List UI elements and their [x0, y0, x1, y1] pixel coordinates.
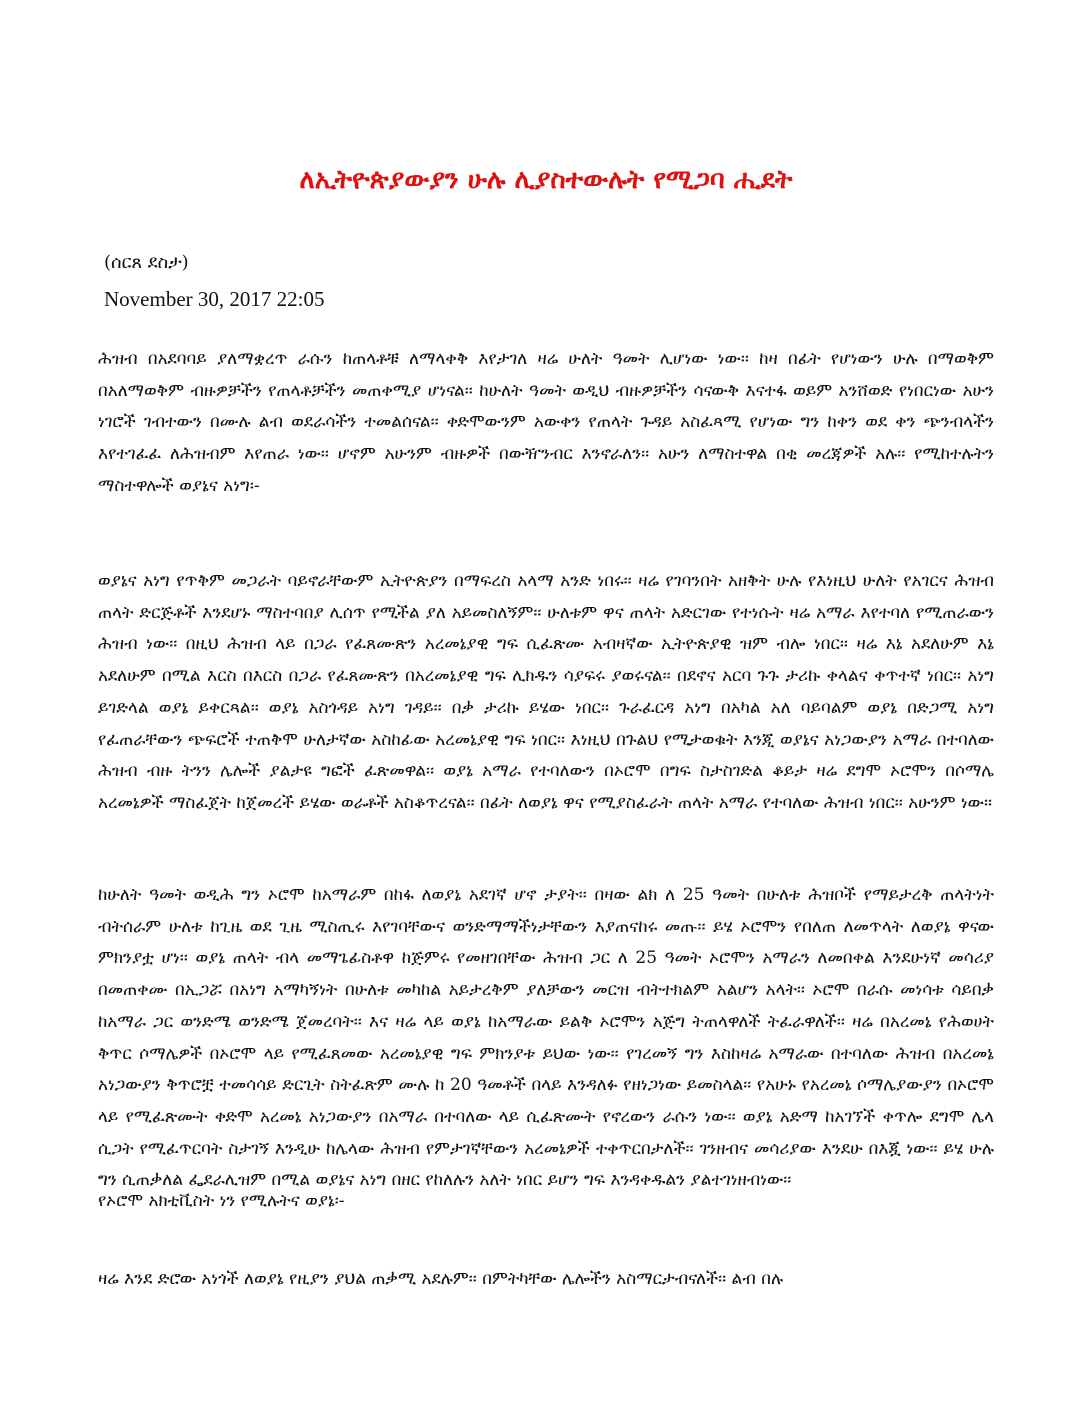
paragraph-2: ወያኔና አነግ የጥቅም መጋራት ባይኖራቸውም ኢትዮጵያን በማፍረስ አላማ አንድ ነበሩ፡፡ ዛሬ የገባንበት አዘቅት ሁሉ የእነዚህ ሁለት የአገርና ሕዝብ ጠላት ድርጅቶች እንደሆኑ ማስተባበያ ሊሰጥ የሚችል ያለ አይመስለኝም፡፡ ሁለቱም ዋና ጠላት አድርገው የተነሱት ዛሬ አማራ እየተባለ የሚጠራውን ሕዝብ ነው፡፡ በዚህ ሕዝብ ላይ በጋራ የፈጸሙጽን አረመኔያዊ ግፍ ሲፈጽሙ አብዛኛው ኢትዮጵያዊ ዝም ብሎ ነበር፡፡ ዛሬ እኔ አደለሁም እኔ አደለሁም በሚል እርስ በእርስ በጋራ የፈጸሙጽን በአረመኔያዊ ግፍ ሊክዱን ሳያፍሩ ያወሩናል፡፡ በደኖና አርባ ጉጉ ታሪኩ ቀላልና ቀጥተኛ ነበር፡፡ አነግ ይገድላል ወያኔ ይቀርጻል፡፡ ወያኔ አስጎዳይ አነግ ገዳይ፡፡ በቃ ታሪኩ ይሄው ነበር፡፡ ጉራፈርዳ አነግ በአካል አለ ባይባልም ወያኔ በድጋሚ አነግ የፈጠራቸውን ጭፍሮች ተጠቅሞ ሁለታኛው አስከፊው አረመኔያዊ ግፍ ነበር፡፡ እነዚህ በጉልህ የሚታወቁት እንጂ ወያኔና አነጋውያን አማራ በተባለው ሕዝብ ብዙ ትንን ሌሎች ያልታዩ ግፎች ፈጽመዋል፡፡ ወያኔ አማራ የተባለውን በኦሮሞ በግፍ ስታስገድል ቆይታ ዛሬ ደግሞ ኦሮሞን በሶማሌ አረመኔዎች ማስፈጀት ከጀመረች ይሄው ወራቶች አስቆጥረናል፡፡ በፊት ለወያኔ ዋና የሚያስፈራት ጠላት አማራ የተባለው ሕዝብ ነበር፡፡ አሁንም ነው፡፡ [98, 571, 994, 813]
section-heading: የኦሮሞ አክቲቪስት ነን የሚሉትና ወያኔ፡- [98, 1191, 345, 1211]
paragraph-1: ሕዝብ በአደባባይ ያለማቋረጥ ራሱን ከጠላቶቹ ለማላቀቅ እየታገለ ዛሬ ሁለት ዓመት ሊሆነው ነው፡፡ ከዛ በፊት የሆነውን ሁሉ በማወቅም በአለማወቅም ብዙዎቻችን የጠላቶቻችን መጠቀሚያ ሆነናል፡፡ ከሁለት ዓመት ወዲህ ብዙዎቻችን ሳናውቅ እናተፋ ወይም አንሸወድ የነበርነው አሁን ነገሮች ገብተውን በሙሉ ልብ ወደራሳችን ተመልሰናል፡፡ ቀድሞውንም አውቀን የጠላት ጉዳይ አስፈጻሚ የሆነው ግን ከቀን ወደ ቀን ጭንብላችን እየተገፈፈ ለሕዝብም እየጠራ ነው፡፡ ሆኖም አሁንም ብዙዎች በውዥንብር እንኖራለን፡፡ አሁን ለማስተዋል በቂ መረጃዎች አሉ፡፡ የሚከተሉትን ማስተዋሎች ወያኔና አነግ፡- [98, 349, 994, 496]
paragraph-3: ከሁለት ዓመት ወዲሕ ግን ኦሮሞ ከአማራም በከፋ ለወያኔ አደገኛ ሆኖ ታያት፡፡ በዛው ልክ ለ 25 ዓመት በሁለቱ ሕዝቦች የማይታረቅ ጠላትነት ብትሰራም ሁለቱ ከጊዜ ወደ ጊዜ ሚስጢሩ እየገባቸውና ወንድማማችነታቸውን እያጠናከሩ መጡ፡፡ ይሄ ኦሮሞን የበለጠ ለመጥላት ለወያኔ ዋናው ምክንያቷ ሆነ፡፡ ወያኔ ጠላት ብላ መማጌፊስቶዋ ከጅምሩ የመዘገበቸው ሕዝብ ጋር ለ 25 ዓመት ኦሮሞን አማራን ለመበቀል እንደሁነኛ መሳሪያ በመጠቀሙ በኢጋሯ በአነግ አማካኝነት በሁለቱ መካከል አይታረቅም ያለቻውን መርዝ ብትተክልም አልሆን አላት፡፡ ኦሮሞ በራሱ መነሳቱ ሳይበቃ ከአማራ ጋር ወንድሜ ወንድሜ ጀመረባት፡፡ እና ዛሬ ላይ ወያኔ ከአማራው ይልቅ ኦሮሞን አጅግ ትጠላዋለች ትፈራዋለች፡፡ ዛሬ በአረመኔ የሕወሀት ቅጥር ሶማሌዎች በኦሮሞ ላይ የሚፈጸመው አረመኔያዊ ግፍ ምክንያቱ ይህው ነው፡፡ የገረመኝ ግን እስከዛሬ አማራው በተባለው ሕዝብ በአረመኔ አነጋውያን ቅጥሮቿ ተመሳሳይ ድርጊት ስትፈጽም ሙሉ ከ 20 ዓመቶች በላይ እንዳለፉ የዘነጋነው ይመስላል፡፡ የአሁኑ የአረመኔ ሶማሌያውያን በኦሮሞ ላይ የሚፈጽሙት ቀድሞ አረመኔ አነጋውያን በአማራ በተባለው ላይ ሲፈጽሙት የኖረውን ራሱን ነው፡፡ ወያኔ አድማ ከአገኘች ቀጥሎ ደግሞ ሌላ ሲጋት የሚፈጥርባት ስታገኝ እንዲሁ ከሌላው ሕዝብ የምታገኛቸውን አረመኔዎች ተቀጥርበታለች፡፡ ገንዘብና መሳሪያው እንደሁ በእጇ ነው፡፡ ይሄ ሁሉ ግን ሲጠቃለል ፌደራሊዝም በሚል ወያኔና አነግ በዘር የከለሉን አለት ነበር ይሆን ግፍ እንዳቀዱልን ያልተገነዘብነው፡፡ [98, 885, 994, 1191]
publication-date: November 30, 2017 22:05 [104, 287, 325, 311]
document-title: ለኢትዮጵያውያን ሁሉ ሊያስተውሉት የሚጋባ ሒደት [299, 165, 793, 195]
document-page [98, 0, 994, 1408]
paragraph-5: ዛሬ እንደ ድሮው አነጎች ለወያኔ የዚያን ያህል ጠቃሚ አደሉም፡፡ በምትካቸው ሌሎችን አስማርታብናለች፡፡ ልብ በሉ [98, 1269, 784, 1289]
author-byline: (ሰርጸ ደስታ) [104, 252, 189, 273]
